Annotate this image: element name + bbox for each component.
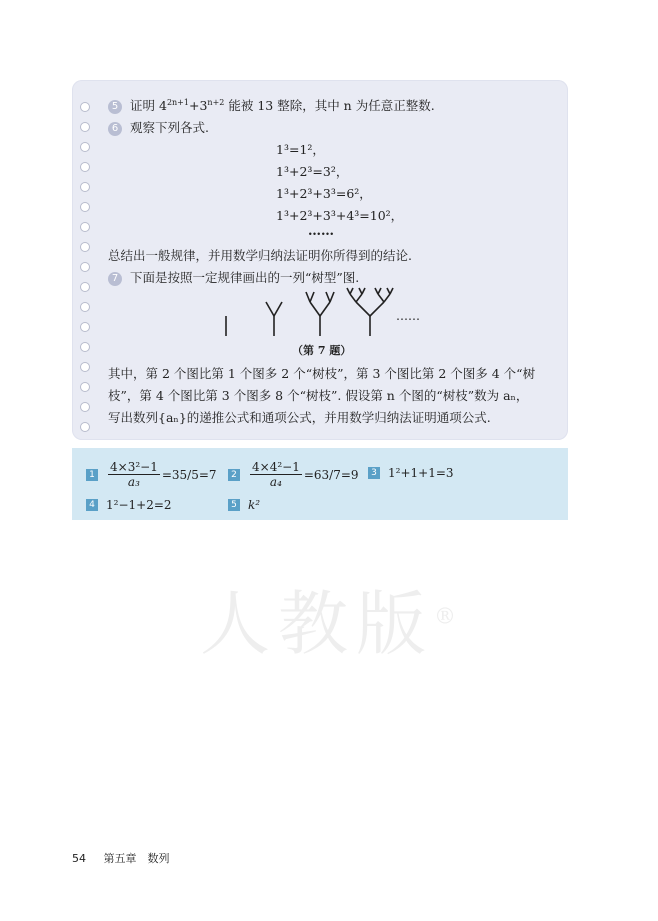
- ring-icon: [80, 202, 90, 212]
- answer-badge: 5: [228, 499, 240, 511]
- ring-icon: [80, 282, 90, 292]
- equation: 1³=1²，: [276, 142, 325, 157]
- ring-icon: [80, 362, 90, 372]
- answer-badge: 4: [86, 499, 98, 511]
- fraction: [250, 460, 302, 489]
- answer-5: [228, 498, 260, 512]
- equation: 1³+2³+3³=6²，: [276, 186, 372, 201]
- ring-icon: [80, 122, 90, 132]
- answer-4: [86, 498, 172, 512]
- problem-5: [108, 96, 435, 114]
- denominator: a₃: [127, 475, 140, 489]
- exercise-card: [72, 80, 568, 440]
- problem-6-text: 观察下列各式.: [130, 120, 209, 135]
- watermark-text: 人教版: [200, 583, 434, 665]
- ring-icon: [80, 262, 90, 272]
- tree-4: [347, 288, 393, 336]
- fraction: [108, 460, 160, 489]
- figure-caption: （第 7 题）: [292, 344, 352, 357]
- ring-icon: [80, 322, 90, 332]
- ring-icon: [80, 402, 90, 412]
- ellipsis: ……: [308, 224, 334, 239]
- answer-text: k²: [248, 498, 261, 512]
- problem-5-post: 能被 13 整除，其中 n 为任意正整数.: [224, 98, 435, 113]
- answer-text: 1²+1+1=3: [388, 466, 454, 480]
- equation: 1³+2³+3³+4³=10²，: [276, 208, 404, 223]
- page-number: 54: [72, 852, 86, 865]
- problem-5-mid: +3: [188, 98, 208, 113]
- denominator: a₄: [269, 475, 282, 489]
- problem-number: 6: [108, 122, 122, 136]
- answer-badge: 3: [368, 467, 380, 479]
- registered-mark: ®: [434, 604, 464, 630]
- tree-3: [306, 292, 334, 336]
- numerator: 4×3²−1: [110, 460, 158, 474]
- publisher-watermark: [200, 568, 464, 669]
- ring-icon: [80, 102, 90, 112]
- ring-icon: [80, 222, 90, 232]
- tree-2: [266, 302, 282, 336]
- answer-2: [228, 460, 359, 489]
- page-footer: [72, 850, 170, 866]
- chapter-title: 第五章 数列: [103, 852, 170, 865]
- answer-rest: =35/5=7: [161, 467, 217, 482]
- exponent: 2n+1: [166, 97, 189, 107]
- equation: 1³+2³=3²，: [276, 164, 349, 179]
- numerator: 4×4²−1: [252, 460, 300, 474]
- exponent: n+2: [207, 97, 225, 107]
- ring-icon: [80, 142, 90, 152]
- problem-number: 7: [108, 272, 122, 286]
- problem-6: [108, 118, 209, 136]
- ring-icon: [80, 302, 90, 312]
- ring-icon: [80, 422, 90, 432]
- ring-icon: [80, 382, 90, 392]
- problem-7-text: 下面是按照一定规律画出的一列“树型”图.: [130, 270, 360, 285]
- answer-badge: 1: [86, 469, 98, 481]
- ring-icon: [80, 242, 90, 252]
- answer-text: 1²−1+2=2: [106, 498, 172, 512]
- answer-1: [86, 460, 217, 489]
- problem-7: [108, 268, 359, 286]
- ring-icon: [80, 162, 90, 172]
- problem-5-pre: 证明 4: [130, 98, 167, 113]
- ring-icon: [80, 182, 90, 192]
- problem-7-body-1: 其中，第 2 个图比第 1 个图多 2 个“树枝”，第 3 个图比第 2 个图多 4 个“树: [108, 366, 536, 381]
- answer-panel: [72, 448, 568, 520]
- answer-badge: 2: [228, 469, 240, 481]
- problem-number: 5: [108, 100, 122, 114]
- trees-ellipsis: ……: [396, 309, 420, 323]
- problem-6-conclusion: 总结出一般规律，并用数学归纳法证明你所得到的结论.: [108, 248, 412, 263]
- answer-rest: =63/7=9: [303, 467, 359, 482]
- ring-icon: [80, 342, 90, 352]
- answer-3: [368, 466, 454, 480]
- tree-figures: [220, 286, 420, 338]
- problem-7-body-3: 写出数列{aₙ}的递推公式和通项公式，并用数学归纳法证明通项公式.: [108, 410, 491, 425]
- problem-7-body-2: 枝”，第 4 个图比第 3 个图多 8 个“树枝”. 假设第 n 个图的“树枝”数为 aₙ，: [108, 388, 529, 403]
